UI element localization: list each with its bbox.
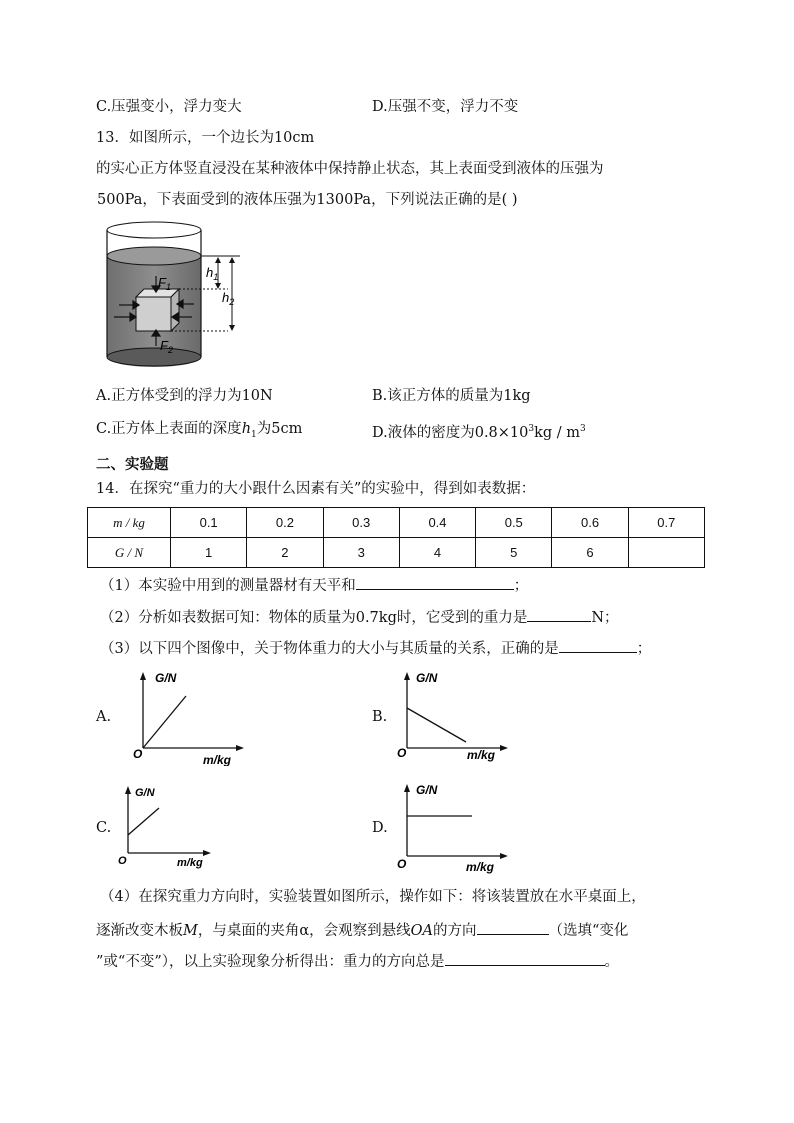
graph-a-label: A. [96,709,112,725]
answer-blank-3[interactable] [559,636,637,653]
table-header-mass: m / kg [88,508,171,538]
q14-part2: （2）分析如表数据可知：物体的质量为0.7kg时，它受到的重力是 N； [100,605,619,628]
graph-a-y-label: G/N [155,671,177,685]
label-h1-sub: 1 [213,272,219,282]
q14-part1: （1）本实验中用到的测量器材有天平和 ； [100,573,528,596]
graph-c-x-label: m/kg [177,857,203,869]
graph-b-origin: O [397,746,407,760]
graph-d-x-label: m/kg [466,860,495,874]
graph-b-x-label: m/kg [467,748,496,762]
q14-intro: 14．在探究“重力的大小跟什么因素有关”的实验中，得到如表数据： [96,481,536,497]
graph-b-label: B. [372,709,388,725]
label-f1: F [158,275,166,290]
var-h1: h [241,421,252,437]
q14-part4-line3: ”或“不变”），以上实验现象分析得出：重力的方向总是 。 [96,949,619,972]
q13-line2: 的实心正方体竖直浸没在某种液体中保持静止状态，其上表面受到液体的压强为 [96,161,604,177]
answer-blank-1[interactable] [356,573,514,590]
graph-c-label: C. [96,820,112,836]
graph-d-origin: O [397,857,407,871]
q13-option-a: A.正方体受到的浮力为10N [96,388,273,404]
graph-a-origin: O [133,747,143,761]
table-cell: 0.7 [628,508,704,538]
q12-option-d: D.压强不变，浮力不变 [372,99,519,115]
q13-line1: 13．如图所示，一个边长为10cm [96,130,315,146]
graph-a [128,666,258,766]
table-cell: 0.4 [399,508,475,538]
table-cell: 1 [171,538,247,568]
section-heading: 二、实验题 [96,457,169,473]
label-f2-sub: 2 [167,345,173,355]
table-cell: 0.1 [171,508,247,538]
graph-a-line [143,696,186,748]
table-cell: 0.2 [247,508,323,538]
beaker-bottom [107,348,201,366]
table-row [88,508,705,538]
q14-part4-line1: （4）在探究重力方向时，实验装置如图所示，操作如下：将该装置放在水平桌面上， [100,889,646,905]
graph-b [392,666,522,766]
table-header-weight: G / N [88,538,171,568]
graph-a-x-label: m/kg [203,753,232,766]
graph-c-line [128,808,159,835]
table-cell: 0.3 [323,508,399,538]
label-f2: F [160,338,168,353]
answer-blank-4[interactable] [477,918,549,935]
q13-line3: 500Pa，下表面受到的液体压强为1300Pa，下列说法正确的是( ) [97,192,518,208]
table-cell: 3 [323,538,399,568]
table-cell: 2 [247,538,323,568]
label-h1: h [206,265,214,280]
label-h2-sub: 2 [229,297,235,307]
graph-d [392,778,522,874]
q14-part3: （3）以下四个图像中，关于物体重力的大小与其质量的关系，正确的是 ； [100,636,651,659]
svg-text:h1 [206,265,218,282]
graph-b-line [407,708,466,742]
table-cell-blank[interactable] [628,538,704,568]
graph-b-y-label: G/N [416,671,438,685]
answer-blank-5[interactable] [445,949,605,966]
cube-front [136,297,171,331]
table-cell: 5 [476,538,552,568]
q12-option-c: C.压强变小，浮力变大 [96,99,242,115]
q14-part4-line2: 逐渐改变木板M，与桌面的夹角α，会观察到悬线OA的方向 （选填“变化 [96,918,628,941]
graph-d-y-label: G/N [416,783,438,797]
data-table [87,507,705,568]
graph-d-label: D. [372,820,388,836]
table-row [88,538,705,568]
graph-c-origin: O [118,855,127,867]
beaker-rim [107,222,201,238]
answer-blank-2[interactable] [527,605,591,622]
graph-c-y-label: G/N [135,787,155,799]
q13-option-c: C.正方体上表面的深度$h_1$为5cm [96,421,303,440]
table-cell: 0.6 [552,508,628,538]
label-f1-sub: 1 [165,282,171,292]
cube-side [171,289,179,331]
table-cell: 0.5 [476,508,552,538]
table-cell: 4 [399,538,475,568]
table-cell: 6 [552,538,628,568]
label-h2: h [222,290,230,305]
liquid-surface [107,247,201,265]
beaker-figure [100,220,250,372]
q13-option-b: B.该正方体的质量为1kg [372,388,531,404]
graph-c [113,780,223,872]
q13-option-d: D.液体的密度为$0.8\times 10^3kg / m^3$ [372,424,586,441]
